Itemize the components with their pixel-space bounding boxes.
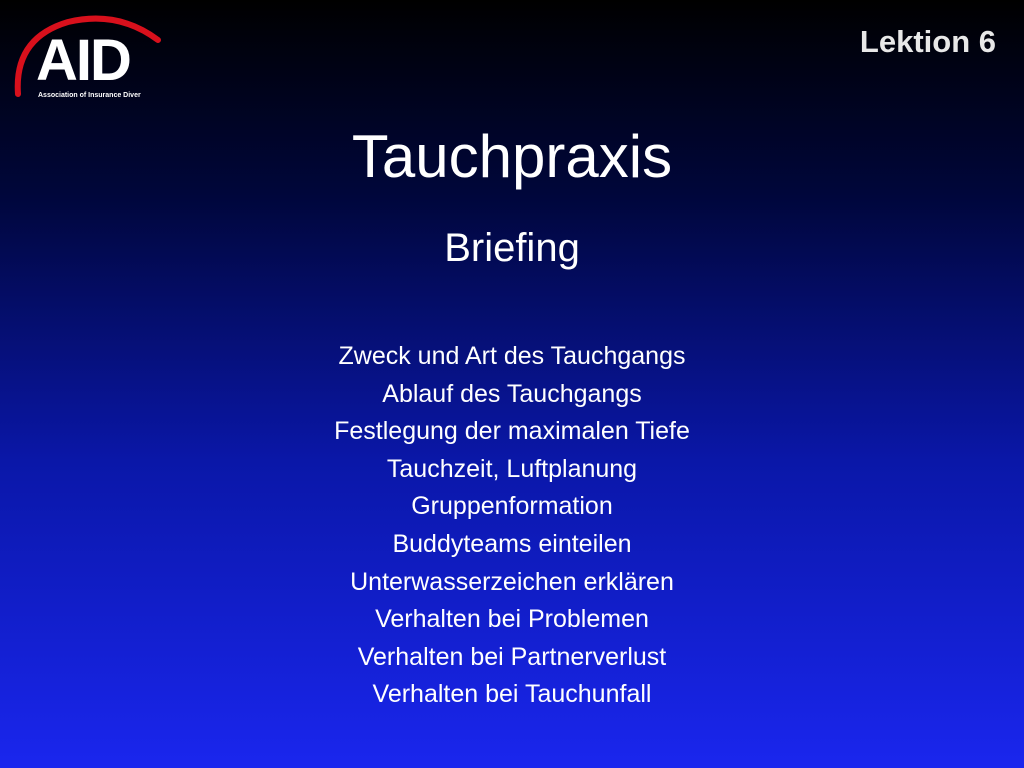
briefing-list [0, 338, 1024, 714]
list-item: Verhalten bei Tauchunfall [372, 680, 652, 709]
list-item: Unterwasserzeichen erklären [350, 567, 674, 596]
aid-logo [8, 8, 168, 100]
list-item: Zweck und Art des Tauchgangs [338, 342, 686, 370]
list-item: Verhalten bei Problemen [375, 605, 649, 634]
lesson-label: Lektion 6 [859, 24, 996, 59]
list-item: Gruppenformation [411, 492, 613, 521]
list-item: Ablauf des Tauchgangs [382, 379, 642, 408]
list-item: Buddyteams einteilen [392, 529, 632, 558]
slide-title: Tauchpraxis [351, 123, 673, 190]
list-item: Verhalten bei Partnerverlust [357, 642, 667, 671]
logo-text: AID [36, 28, 130, 93]
logo-subtitle: Association of Insurance Diver [38, 92, 141, 99]
slide-subtitle: Briefing [444, 226, 580, 270]
list-item: Festlegung der maximalen Tiefe [334, 417, 690, 446]
list-item: Tauchzeit, Luftplanung [386, 454, 638, 483]
